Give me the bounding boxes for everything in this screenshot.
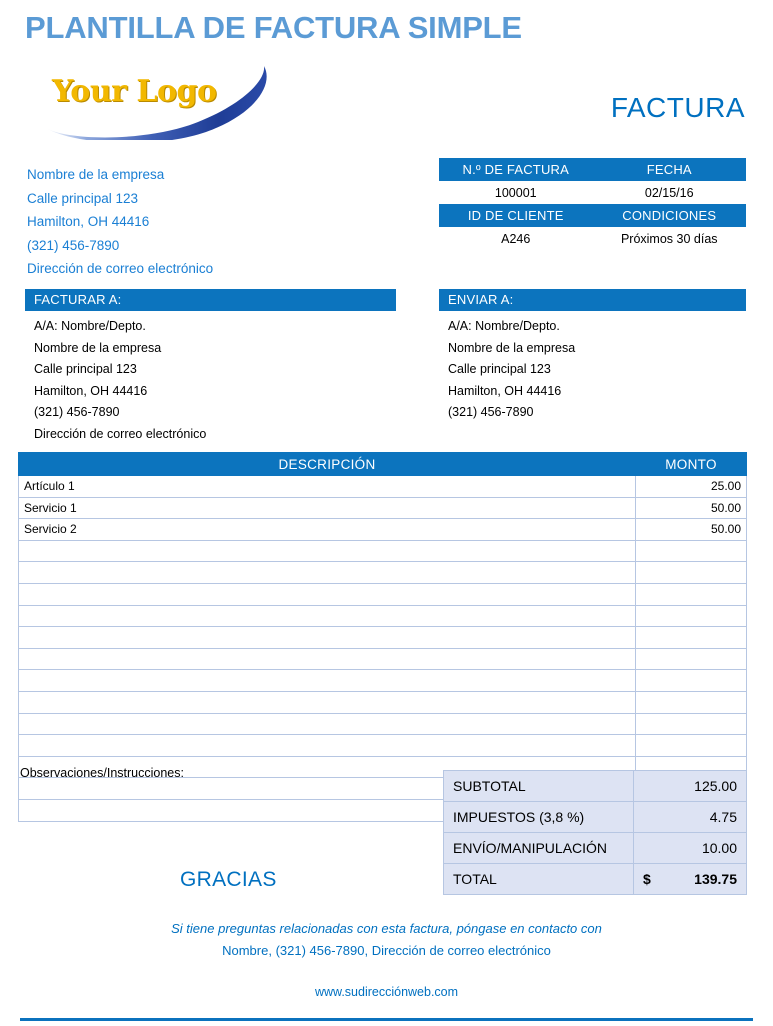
bill-to-line: A/A: Nombre/Depto.	[34, 319, 146, 333]
totals-row	[444, 833, 747, 864]
totals-label: ENVÍO/MANIPULACIÓN	[444, 833, 634, 864]
table-row	[19, 497, 747, 519]
item-description-cell[interactable]: Servicio 2	[19, 519, 636, 541]
bill-to-line: Dirección de correo electrónico	[34, 426, 207, 441]
ship-to-line: Nombre de la empresa	[448, 340, 576, 355]
table-row	[19, 476, 747, 498]
footer-note: Si tiene preguntas relacionadas con esta factura, póngase en contacto con	[171, 921, 602, 936]
table-row	[19, 605, 747, 627]
bill-to-line: Hamilton, OH 44416	[34, 383, 148, 398]
totals-value: 125.00	[664, 771, 747, 802]
item-amount-cell[interactable]	[636, 562, 747, 584]
item-amount-cell[interactable]	[636, 691, 747, 713]
invoice-meta-table	[439, 158, 746, 250]
totals-value: 4.75	[664, 802, 747, 833]
logo-text: Your Logo	[52, 74, 217, 109]
footer	[0, 918, 773, 999]
company-line: (321) 456-7890	[27, 237, 120, 253]
totals-currency	[634, 802, 664, 833]
item-description-cell[interactable]	[19, 583, 636, 605]
totals-row	[444, 802, 747, 833]
item-amount-cell[interactable]	[636, 605, 747, 627]
company-line: Nombre de la empresa	[27, 167, 165, 182]
item-description-cell[interactable]	[19, 691, 636, 713]
ship-to-heading: ENVIAR A:	[439, 289, 746, 311]
table-row	[439, 181, 746, 204]
item-description-cell[interactable]	[19, 648, 636, 670]
company-logo	[28, 62, 308, 140]
meta-header-terms: CONDICIONES	[593, 204, 747, 227]
item-description-cell[interactable]	[19, 735, 636, 757]
footer-url[interactable]: www.sudirecciónweb.com	[314, 985, 459, 999]
ship-to-line: (321) 456-7890	[448, 405, 534, 419]
totals-value: 139.75	[664, 864, 747, 895]
bill-to-line: Calle principal 123	[34, 362, 137, 376]
totals-currency: $	[634, 864, 664, 895]
page-title: PLANTILLA DE FACTURA SIMPLE	[25, 10, 522, 45]
table-row	[19, 670, 747, 692]
ship-to-block	[439, 289, 746, 424]
column-header-description: DESCRIPCIÓN	[19, 453, 636, 476]
table-row	[439, 158, 746, 181]
table-header-row	[19, 453, 747, 476]
company-address-block	[27, 163, 357, 281]
meta-value-customer-id: A246	[439, 227, 593, 250]
table-row	[19, 735, 747, 757]
ship-to-line: A/A: Nombre/Depto.	[448, 319, 560, 333]
meta-value-invoice-no: 100001	[439, 181, 593, 204]
table-row	[19, 713, 747, 735]
totals-label: IMPUESTOS (3,8 %)	[444, 802, 634, 833]
footer-contact: Nombre, (321) 456-7890, Dirección de correo electrónico	[222, 943, 551, 958]
item-amount-cell[interactable]	[636, 713, 747, 735]
table-row	[439, 204, 746, 227]
meta-value-terms: Próximos 30 días	[593, 227, 747, 250]
company-line: Hamilton, OH 44416	[27, 214, 150, 229]
totals-label: TOTAL	[444, 864, 634, 895]
table-row	[19, 540, 747, 562]
totals-row	[444, 864, 747, 895]
column-header-amount: MONTO	[636, 453, 747, 476]
company-line: Calle principal 123	[27, 190, 139, 206]
ship-to-line: Hamilton, OH 44416	[448, 383, 562, 398]
totals-body	[444, 771, 747, 895]
item-amount-cell[interactable]	[636, 670, 747, 692]
bill-to-heading: FACTURAR A:	[25, 289, 396, 311]
meta-header-invoice-no: N.º DE FACTURA	[439, 158, 593, 181]
meta-header-customer-id: ID DE CLIENTE	[439, 204, 593, 227]
totals-row	[444, 771, 747, 802]
item-description-cell[interactable]	[19, 605, 636, 627]
totals-currency	[634, 771, 664, 802]
item-amount-cell[interactable]: 50.00	[636, 519, 747, 541]
item-amount-cell[interactable]	[636, 735, 747, 757]
bill-to-line: (321) 456-7890	[34, 405, 120, 419]
table-row	[439, 227, 746, 250]
bill-to-body	[25, 311, 396, 445]
ship-to-line: Calle principal 123	[448, 362, 551, 376]
ship-to-body	[439, 311, 746, 424]
meta-header-date: FECHA	[593, 158, 747, 181]
item-description-cell[interactable]	[19, 540, 636, 562]
item-amount-cell[interactable]	[636, 583, 747, 605]
table-row	[19, 691, 747, 713]
table-row	[19, 627, 747, 649]
totals-label: SUBTOTAL	[444, 771, 634, 802]
notes-label: Observaciones/Instrucciones:	[20, 766, 184, 780]
table-row	[19, 519, 747, 541]
item-description-cell[interactable]: Artículo 1	[19, 476, 636, 498]
table-row	[19, 648, 747, 670]
meta-value-date: 02/15/16	[593, 181, 747, 204]
item-amount-cell[interactable]: 50.00	[636, 497, 747, 519]
thank-you-text: GRACIAS	[180, 868, 277, 891]
item-description-cell[interactable]	[19, 562, 636, 584]
company-line: Dirección de correo electrónico	[27, 261, 214, 276]
table-row	[19, 583, 747, 605]
bill-to-line: Nombre de la empresa	[34, 340, 162, 355]
table-row	[19, 562, 747, 584]
totals-table	[443, 770, 747, 895]
item-description-cell[interactable]: Servicio 1	[19, 497, 636, 519]
totals-value: 10.00	[664, 833, 747, 864]
bill-to-block	[25, 289, 396, 445]
item-description-cell[interactable]	[19, 713, 636, 735]
item-description-cell[interactable]	[19, 627, 636, 649]
item-amount-cell[interactable]	[636, 540, 747, 562]
invoice-heading: FACTURA	[610, 92, 745, 123]
totals-currency	[634, 833, 664, 864]
item-amount-cell[interactable]: 25.00	[636, 476, 747, 498]
item-amount-cell[interactable]	[636, 627, 747, 649]
item-description-cell[interactable]	[19, 670, 636, 692]
footer-divider	[20, 1018, 753, 1021]
item-amount-cell[interactable]	[636, 648, 747, 670]
